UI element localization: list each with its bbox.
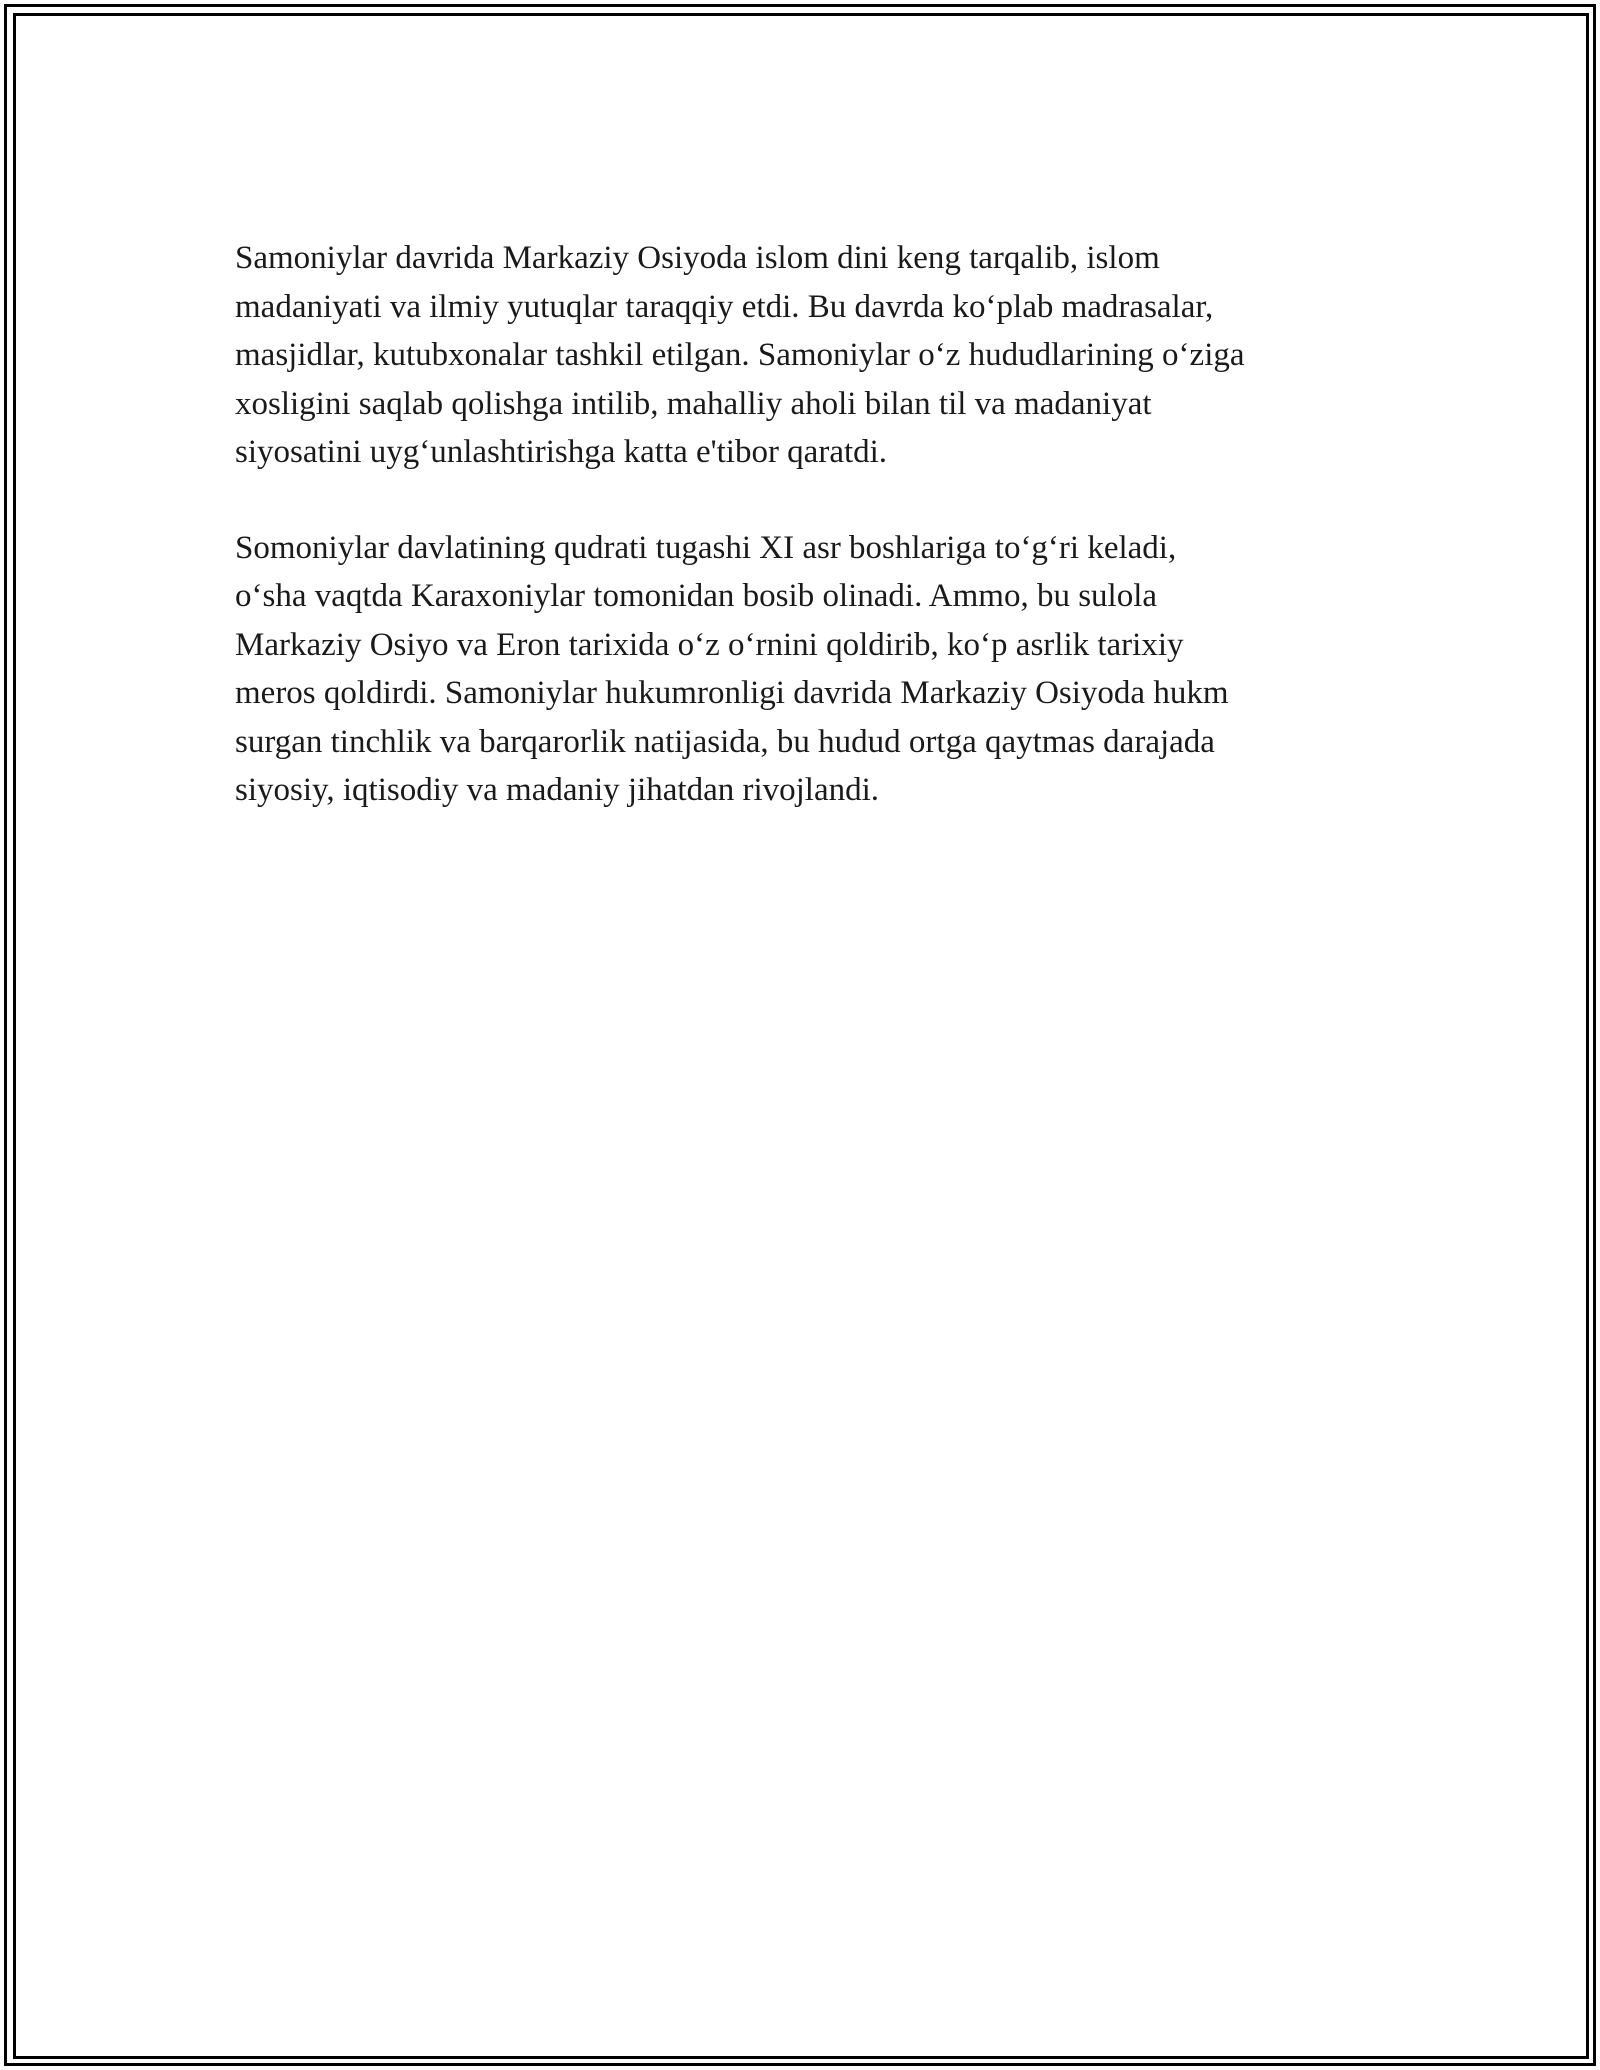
paragraph-line: oʻsha vaqtda Karaxoniylar tomonidan bosib olinadi. Ammo, bu sulola bbox=[235, 578, 1158, 614]
paragraph-line: meros qoldirdi. Samoniylar hukumronligi davrida Markaziy Osiyoda hukm bbox=[235, 675, 1229, 711]
document-body bbox=[235, 234, 1375, 862]
paragraph-line: madaniyati va ilmiy yutuqlar taraqqiy etdi. Bu davrda koʻplab madrasalar, bbox=[235, 288, 1214, 325]
paragraph-line: Samoniylar davrida Markaziy Osiyoda islom dini keng tarqalib, islom bbox=[235, 240, 1160, 276]
paragraph-line: surgan tinchlik va barqarorlik natijasida, bu hudud ortga qaytmas darajada bbox=[235, 723, 1215, 760]
paragraph-line: siyosiy, iqtisodiy va madaniy jihatdan rivojlandi. bbox=[235, 772, 880, 808]
paragraph-line: siyosatini uygʻunlashtirishga katta e'tibor qaratdi. bbox=[235, 434, 888, 470]
paragraph-line: xosligini saqlab qolishga intilib, mahalliy aholi bilan til va madaniyat bbox=[235, 385, 1152, 422]
paragraph-line: Somoniylar davlatining qudrati tugashi XI asr boshlariga toʻgʻri keladi, bbox=[235, 529, 1177, 566]
paragraph-line: masjidlar, kutubxonalar tashkil etilgan. Samoniylar oʻz hududlarining oʻziga bbox=[235, 337, 1245, 373]
paragraph-1 bbox=[235, 234, 1375, 477]
paragraph-line: Markaziy Osiyo va Eron tarixida oʻz oʻrnini qoldirib, koʻp asrlik tarixiy bbox=[235, 626, 1184, 663]
paragraph-2 bbox=[235, 524, 1375, 815]
